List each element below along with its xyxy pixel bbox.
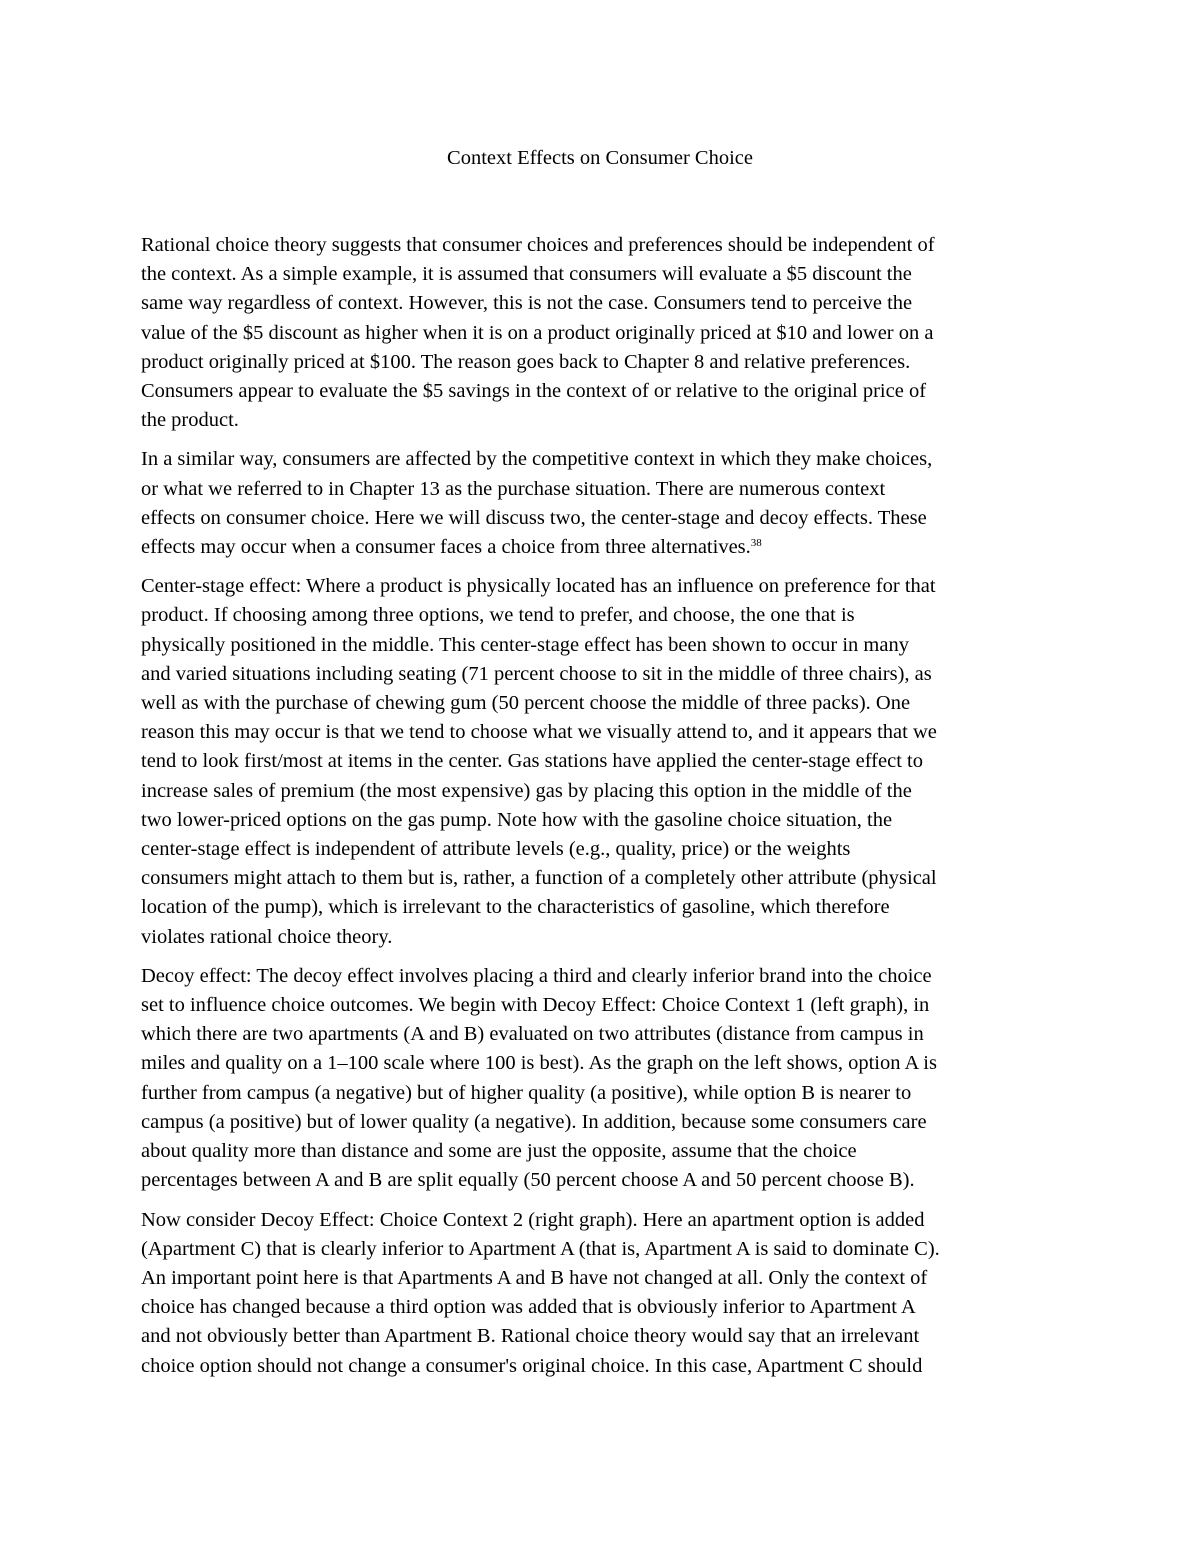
text-line: well as with the purchase of chewing gum (50 percent choose the middle of three packs). One bbox=[141, 692, 911, 715]
text-line: effects on consumer choice. Here we will discuss two, the center-stage and decoy effects. These bbox=[141, 506, 927, 529]
text-line: choice has changed because a third option was added that is obviously inferior to Apartment A bbox=[141, 1296, 916, 1319]
text-line: center-stage effect is independent of attribute levels (e.g., quality, price) or the weights bbox=[141, 838, 851, 861]
text-line: violates rational choice theory. bbox=[141, 925, 393, 948]
text-line: physically positioned in the middle. This center-stage effect has been shown to occur in many bbox=[141, 633, 909, 656]
text-line: Now consider Decoy Effect: Choice Context 2 (right graph). Here an apartment option is added bbox=[141, 1208, 925, 1231]
text-line: Decoy effect: The decoy effect involves placing a third and clearly inferior brand into the choice bbox=[141, 964, 932, 987]
text-line: increase sales of premium (the most expensive) gas by placing this option in the middle of the bbox=[141, 779, 912, 802]
text-line: two lower-priced options on the gas pump. Note how with the gasoline choice situation, the bbox=[141, 808, 893, 831]
text-line: choice option should not change a consumer's original choice. In this case, Apartment C should bbox=[141, 1354, 923, 1377]
document-body bbox=[141, 231, 1071, 1391]
text-line: about quality more than distance and some are just the opposite, assume that the choice bbox=[141, 1140, 857, 1163]
text-line: the product. bbox=[141, 409, 239, 432]
text-line: location of the pump), which is irrelevant to the characteristics of gasoline, which therefore bbox=[141, 896, 890, 919]
text-line: Center-stage effect: Where a product is physically located has an influence on preference for that bbox=[141, 575, 936, 598]
text-line: set to influence choice outcomes. We begin with Decoy Effect: Choice Context 1 (left graph), in bbox=[141, 994, 930, 1017]
paragraph-center-stage-effect bbox=[141, 572, 1071, 952]
text-line: further from campus (a negative) but of higher quality (a positive), while option B is nearer to bbox=[141, 1081, 912, 1104]
document-title: Context Effects on Consumer Choice bbox=[447, 147, 753, 169]
text-line: tend to look first/most at items in the center. Gas stations have applied the center-stage effect to bbox=[141, 750, 923, 773]
paragraph-competitive-context bbox=[141, 445, 1071, 562]
text-line: or what we referred to in Chapter 13 as the purchase situation. There are numerous context bbox=[141, 477, 886, 500]
text-line: campus (a positive) but of lower quality (a negative). In addition, because some consumers care bbox=[141, 1110, 927, 1133]
text-line: miles and quality on a 1–100 scale where 100 is best). As the graph on the left shows, option A is bbox=[141, 1052, 937, 1075]
text-line: An important point here is that Apartments A and B have not changed at all. Only the context of bbox=[141, 1266, 928, 1289]
paragraph-rational-choice bbox=[141, 231, 1071, 435]
text-line: and not obviously better than Apartment B. Rational choice theory would say that an irrelevant bbox=[141, 1325, 920, 1348]
text-line: which there are two apartments (A and B) evaluated on two attributes (distance from campus in bbox=[141, 1023, 924, 1046]
text-line: and varied situations including seating (71 percent choose to sit in the middle of three chairs), as bbox=[141, 662, 932, 685]
text-line: percentages between A and B are split equally (50 percent choose A and 50 percent choose B). bbox=[141, 1169, 915, 1192]
text-line: consumers might attach to them but is, rather, a function of a completely other attribute (physical bbox=[141, 867, 937, 890]
text-line: value of the $5 discount as higher when it is on a product originally priced at $10 and lower on a bbox=[141, 321, 934, 344]
footnote-reference: 38 bbox=[750, 537, 762, 550]
paragraph-choice-context-2 bbox=[141, 1206, 1071, 1381]
text-line: (Apartment C) that is clearly inferior to Apartment A (that is, Apartment A is said to dominate C). bbox=[141, 1237, 940, 1260]
paragraph-decoy-effect bbox=[141, 962, 1071, 1196]
text-line: product originally priced at $100. The reason goes back to Chapter 8 and relative preferences. bbox=[141, 350, 911, 373]
text-line: same way regardless of context. However, this is not the case. Consumers tend to perceive the bbox=[141, 292, 913, 315]
text-line: Consumers appear to evaluate the $5 savings in the context of or relative to the original price of bbox=[141, 380, 927, 403]
text-line: product. If choosing among three options, we tend to prefer, and choose, the one that is bbox=[141, 604, 855, 627]
text-line-content: effects may occur when a consumer faces a choice from three alternatives. bbox=[141, 536, 751, 559]
text-line: the context. As a simple example, it is assumed that consumers will evaluate a $5 discount the bbox=[141, 263, 912, 286]
text-line: In a similar way, consumers are affected by the competitive context in which they make choices, bbox=[141, 448, 933, 471]
text-line: Rational choice theory suggests that consumer choices and preferences should be independent of bbox=[141, 234, 935, 256]
text-line: reason this may occur is that we tend to choose what we visually attend to, and it appears that we bbox=[141, 721, 937, 744]
text-line bbox=[141, 533, 1071, 562]
